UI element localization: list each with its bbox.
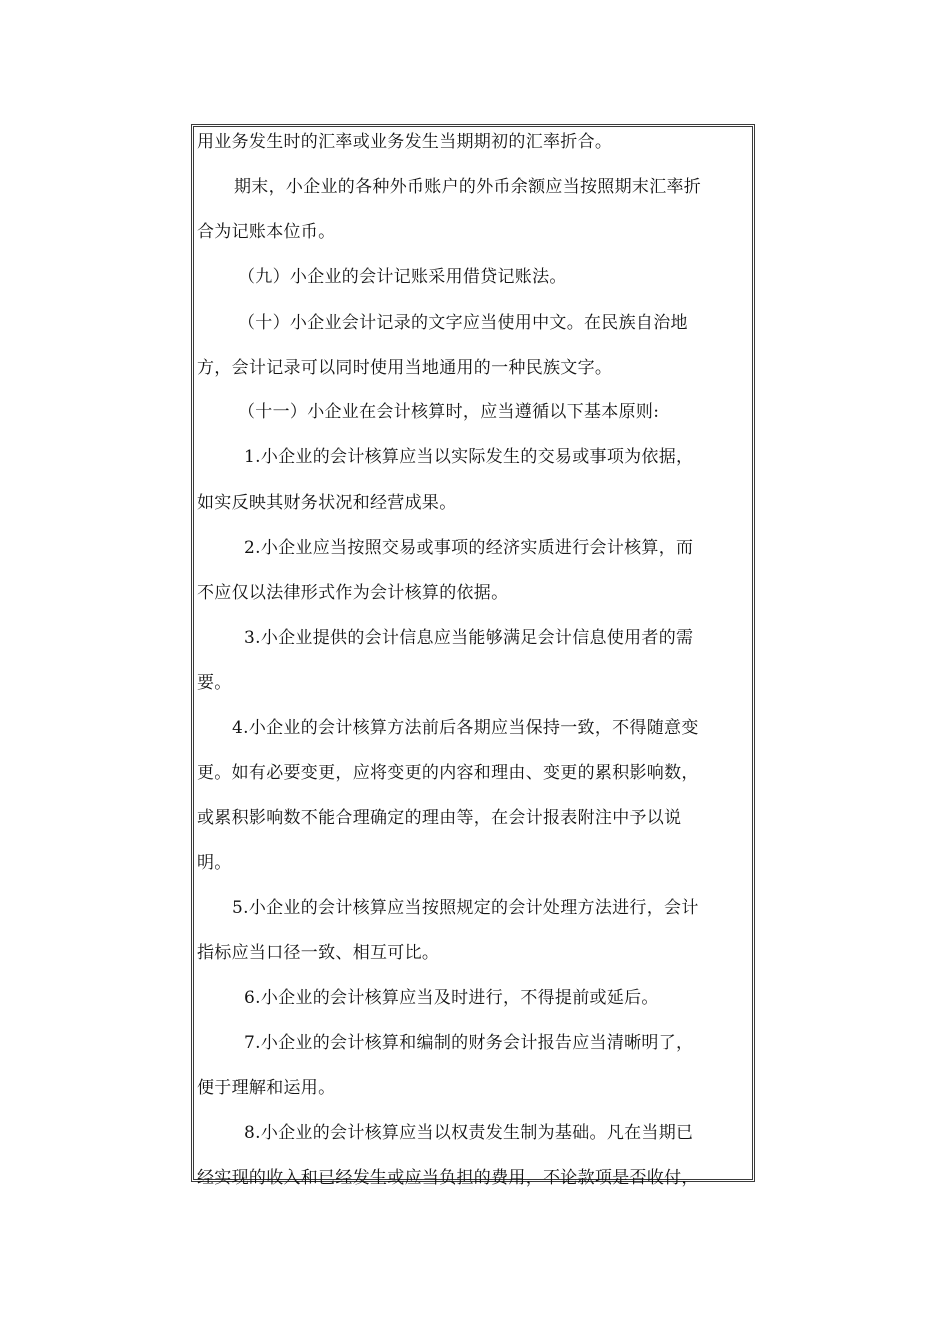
text-line: 要。: [197, 673, 232, 693]
text-line: 或累积影响数不能合理确定的理由等，在会计报表附注中予以说: [197, 808, 682, 828]
text-line: （十一）小企业在会计核算时，应当遵循以下基本原则:: [238, 402, 660, 422]
text-line: 2.小企业应当按照交易或事项的经济实质进行会计核算，而: [244, 538, 694, 558]
text-line: 更。如有必要变更，应将变更的内容和理由、变更的累积影响数，: [197, 763, 699, 783]
text-line: 经实现的收入和已经发生或应当负担的费用，不论款项是否收付，: [197, 1168, 699, 1188]
text-line: 期末，小企业的各种外币账户的外币余额应当按照期末汇率折: [234, 177, 702, 197]
text-line: 3.小企业提供的会计信息应当能够满足会计信息使用者的需: [244, 628, 694, 648]
text-line: 1.小企业的会计核算应当以实际发生的交易或事项为依据，: [244, 447, 694, 467]
text-line: 7.小企业的会计核算和编制的财务会计报告应当清晰明了，: [244, 1033, 694, 1053]
text-line: 合为记账本位币。: [197, 222, 336, 242]
text-line: 不应仅以法律形式作为会计核算的依据。: [197, 583, 509, 603]
text-line: 用业务发生时的汇率或业务发生当期期初的汇率折合。: [197, 132, 613, 152]
text-line: 明。: [197, 853, 232, 873]
text-line: 指标应当口径一致、相互可比。: [197, 943, 440, 963]
text-line: 6.小企业的会计核算应当及时进行，不得提前或延后。: [244, 988, 659, 1008]
text-line: 如实反映其财务状况和经营成果。: [197, 493, 457, 513]
text-line: （十）小企业会计记录的文字应当使用中文。在民族自治地: [238, 313, 688, 333]
text-line: 4.小企业的会计核算方法前后各期应当保持一致，不得随意变: [232, 718, 699, 738]
text-line: 5.小企业的会计核算应当按照规定的会计处理方法进行，会计: [232, 898, 699, 918]
text-line: 便于理解和运用。: [197, 1078, 336, 1098]
text-line: 8.小企业的会计核算应当以权责发生制为基础。凡在当期已: [244, 1123, 694, 1143]
text-line: 方，会计记录可以同时使用当地通用的一种民族文字。: [197, 358, 613, 378]
text-line: （九）小企业的会计记账采用借贷记账法。: [238, 267, 567, 287]
